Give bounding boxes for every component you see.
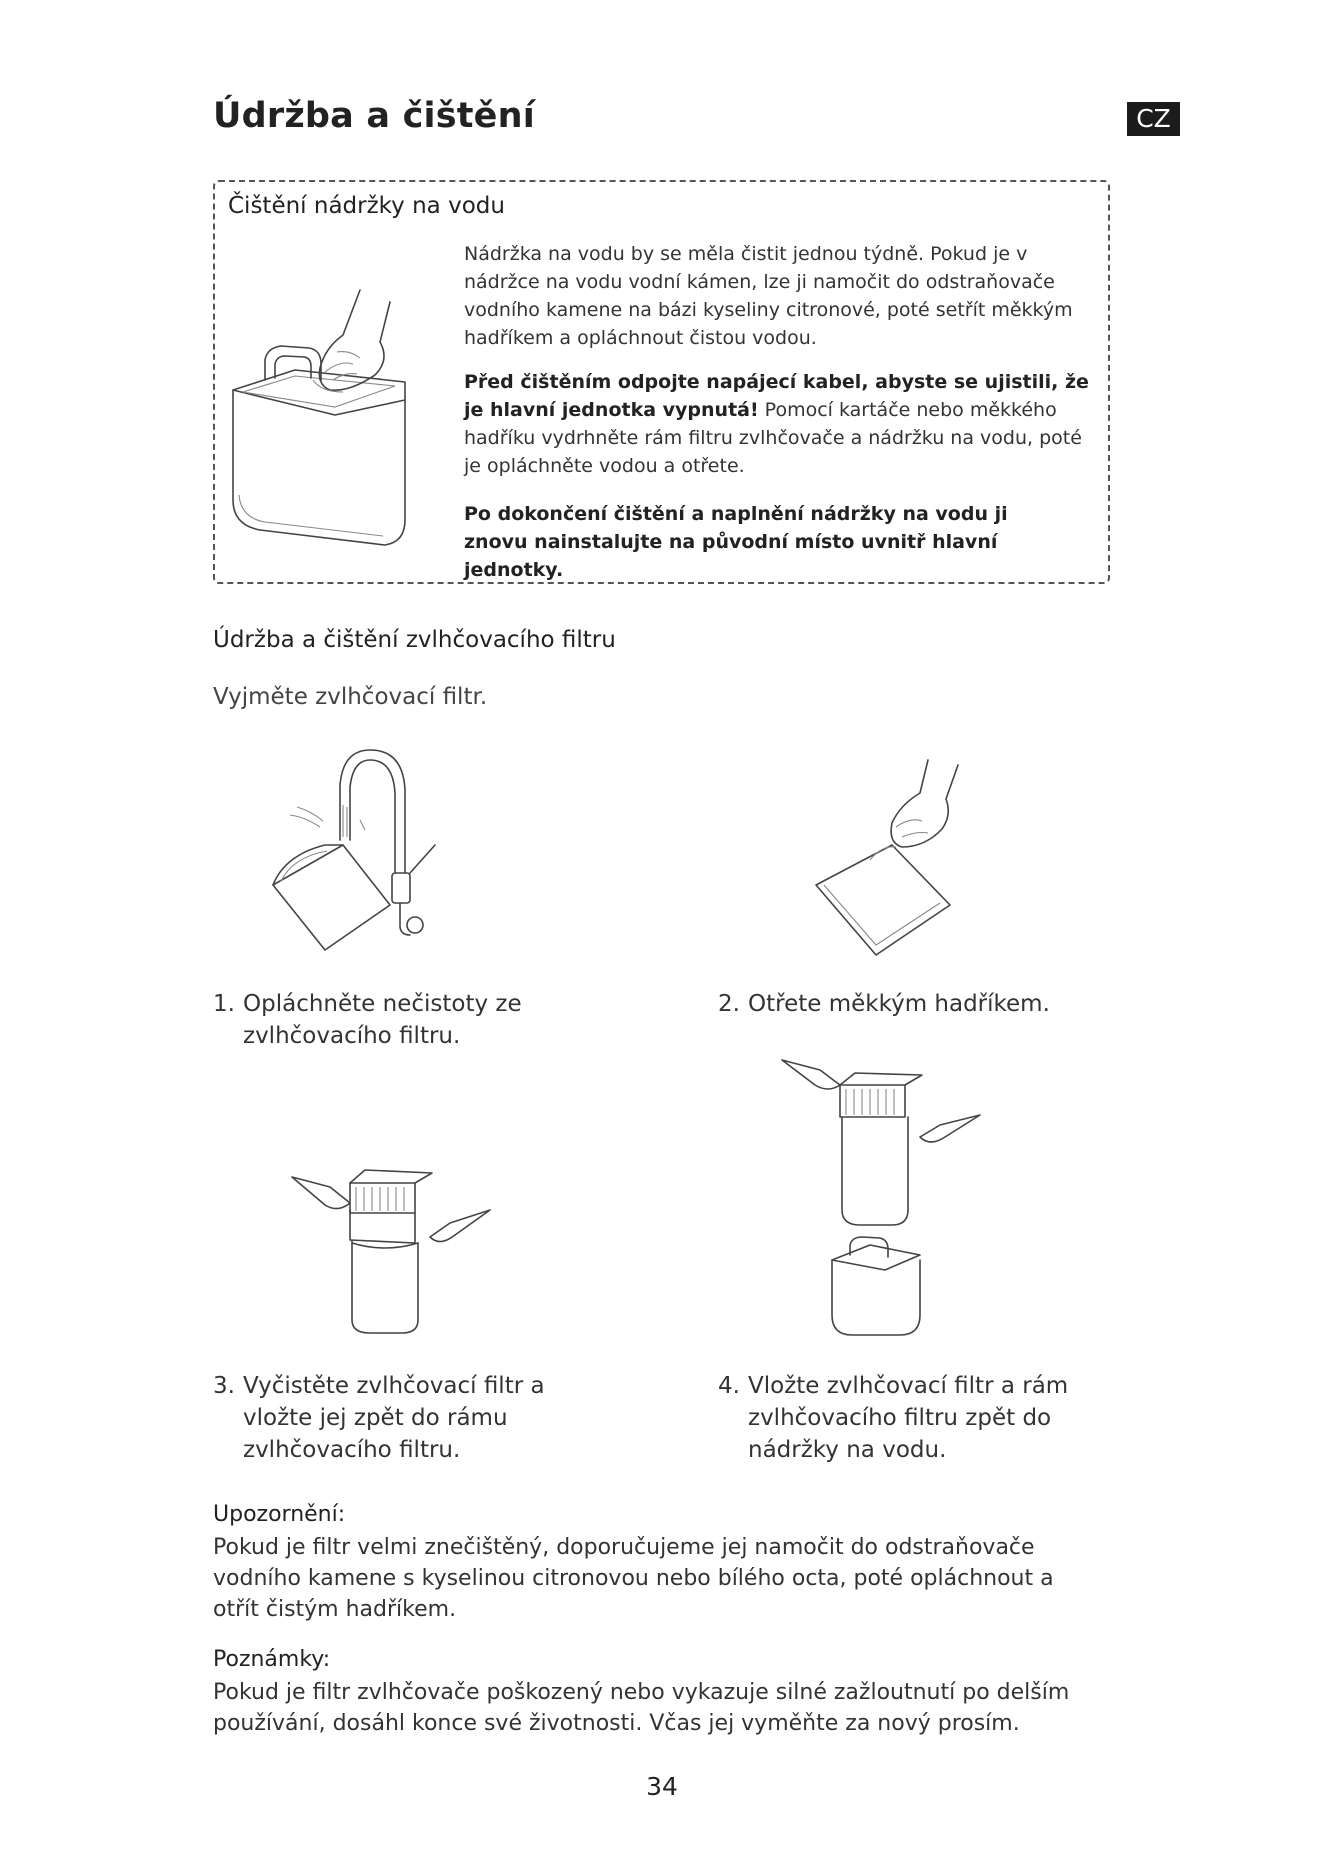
reassemble-tank-illustration xyxy=(780,1055,990,1340)
tank-paragraph-2-rest: Pomocí kartáče nebo měkkého hadříku vydrhněte rám filtru zvlhčovače a nádržku na vodu, poté je opláchněte vodou a otřete. xyxy=(464,399,1082,477)
warning-heading: Upozornění: xyxy=(213,1502,346,1527)
step-1-number: 1. xyxy=(213,991,235,1017)
page-title: Údržba a čištění xyxy=(213,96,535,136)
step-4-text: Vložte zvlhčovací filtr a rám zvlhčovacího filtru zpět do nádržky na vodu. xyxy=(748,1373,1069,1463)
tank-wipe-illustration xyxy=(225,280,425,540)
step-4-number: 4. xyxy=(718,1373,740,1399)
step-3-text: Vyčistěte zvlhčovací filtr a vložte jej zpět do rámu zvlhčovacího filtru. xyxy=(243,1373,545,1463)
step-4 xyxy=(718,1370,1118,1466)
step-3-number: 3. xyxy=(213,1373,235,1399)
tank-warning-bold: Před čištěním odpojte napájecí kabel, abyste se ujistili, že je hlavní jednotka vypnutá! xyxy=(464,371,1089,421)
step-1 xyxy=(213,988,593,1052)
step-2-text: Otřete měkkým hadříkem. xyxy=(748,991,1050,1017)
wipe-filter-illustration xyxy=(810,755,970,960)
step-1-text: Opláchněte nečistoty ze zvlhčovacího filtru. xyxy=(243,991,522,1049)
step-2 xyxy=(718,988,1118,1020)
warning-text: Pokud je filtr velmi znečištěný, doporučujeme jej namočit do odstraňovače vodního kamene s kyselinou citronovou nebo bílého octa, poté opláchnout a otřít čistým hadříkem. xyxy=(213,1535,1054,1622)
tank-paragraph-1: Nádržka na vodu by se měla čistit jednou týdně. Pokud je v nádržce na vodu vodní kámen, lze ji namočit do odstraňovače vodního kamene na bázi kyseliny citronové, poté setřít měkkým hadříkem a opláchnout čistou vodou. xyxy=(464,243,1073,349)
step-3 xyxy=(213,1370,613,1466)
language-badge: CZ xyxy=(1127,102,1180,136)
step-2-number: 2. xyxy=(718,991,740,1017)
rinse-filter-illustration xyxy=(265,745,445,960)
page-number: 34 xyxy=(646,1772,678,1801)
tank-section-title: Čištění nádržky na vodu xyxy=(228,193,505,219)
notes-heading: Poznámky: xyxy=(213,1647,331,1672)
insert-filter-frame-illustration xyxy=(290,1165,500,1340)
tank-paragraph-3 xyxy=(464,500,1074,584)
notes-text: Pokud je filtr zvlhčovače poškozený nebo vykazuje silné zažloutnutí po delším používání, dosáhl konce své životnosti. Včas jej vyměňte za nový prosím. xyxy=(213,1680,1070,1736)
filter-section-title: Údržba a čištění zvlhčovacího filtru xyxy=(213,627,616,653)
filter-lead: Vyjměte zvlhčovací filtr. xyxy=(213,684,488,710)
tank-reinstall-bold: Po dokončení čištění a naplnění nádržky na vodu ji znovu nainstalujte na původní místo uvnitř hlavní jednotky. xyxy=(464,503,1008,581)
tank-paragraph-2 xyxy=(464,368,1089,480)
